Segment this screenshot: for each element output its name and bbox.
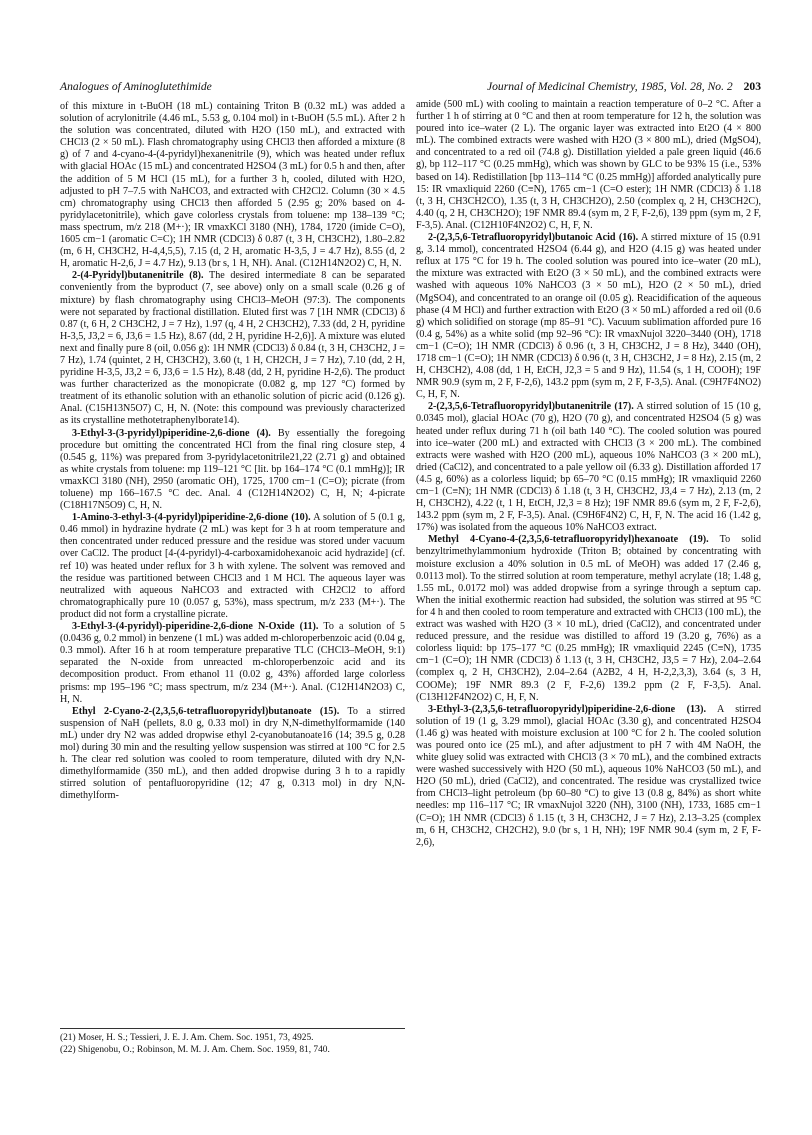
paragraph-body: By essentially the foregoing procedure but omitting the concentrated HCl from the final ring closure step, 4 (0.545 g, 11%) was prepared from 3-pyridylacetonitrile21,22 (2.71 g) and obtained as white crystals from toluene: mp 119–121 °C [lit. bp 164–174 °C (0.1 mmHg)]; IR νmaxKCl 3180 (NH), 2950 (aromatic OH), 1725, 1700 cm−1 (C=O); picrate (from toluene) mp 166–167.5 °C dec. Anal. 4 (C12H14N2O2) C, H, N; 4-picrate (C18H17N5O9) C, H, N. [60,427,405,512]
compound-title: 3-Ethyl-3-(2,3,5,6-tetrafluoropyridyl)piperidine-2,6-dione (13). [428,703,706,715]
paragraph [60,101,405,270]
paragraph [60,270,405,427]
paragraph-body: To a stirred suspension of NaH (pellets, 8.0 g, 0.33 mol) in dry N,N-dimethylformamide (140 mL) under dry N2 was added dropwise ethyl 2-cyanobutanoate16 (14; 39.5 g, 0.28 mol) during 30 min and the resulting yellow suspension was stirred at 100 °C for 2.5 h. The clear red solution was cooled to room temperature, diluted with dry N,N-dimethylformamide (350 mL), and then added dropwise during 3 h to a rapidly stirred solution of pentafluoropyridine (12; 47 g, 0.313 mol) in dry N,N-dimethylform- [60,705,405,802]
compound-title: 2-(2,3,5,6-Tetrafluoropyridyl)butanoic Acid (16). [428,232,639,244]
paragraph-body: A stirred solution of 19 (1 g, 3.29 mmol), glacial HOAc (3.30 g), and concentrated H2SO4 (1.46 g) was heated with moisture exclusion at 100 °C for 2 h. The cooled solution was poured onto ice (25 mL), and after adjustment to pH 7 with 4M NaOH, the white gluey solid was extracted with CHCl3 (3 × 70 mL), and the combined extracts were washed successively with H2O (50 mL), aqueous 10% NaHCO3 (50 mL), and H2O (50 mL), dried (CaCl2), and concentrated. The residue was crystallized twice from CHCl3–light petroleum (bp 60–80 °C) to give 13 (0.8 g, 84%) as short white needles: mp 116–117 °C; IR νmaxNujol 3220 (NH), 3100 (NH), 1733, 1685 cm−1 (C=O); 1H NMR (CDCl3) δ 1.15 (t, 3 H, CH3CH2, J = 7 Hz), 2.13–3.25 (complex m, 6 H, CH3CH2, CH2CH2), 9.0 (br s, 1 H, NH); 19F NMR 90.4 (sym m, 2 F, F-2,6), [416,703,762,848]
journal-name: Journal of Medicinal Chemistry, 1985, Vol. 28, No. 2 [486,80,733,93]
paragraph-body: amide (500 mL) with cooling to maintain a reaction temperature of 0–2 °C. After a further 1 h of stirring at 0 °C and then at room temperature for 12 h, the solution was poured into ice–water (2 L). The organic layer was extracted into Et2O (4 × 800 mL). The combined extracts were washed with H2O (3 × 800 mL), dried (MgSO4), and concentrated to a red oil (74.8 g). Distillation yielded a pale green liquid (46.6 g), bp 112–117 °C (0.25 mmHg), which was shown by GLC to be 93% 15 (i.e., 53% based on 14). Redistillation [bp 113–114 °C (0.25 mmHg)] afforded analytically pure 15: IR νmaxliquid 2260 (C≡N), 1765 cm−1 (C=O ester); 1H NMR (CDCl3) δ 1.18 (t, 3 H, CH3CH2CO), 1.35 (t, 3 H, CH3CH2O), 2.50 (complex q, 2 H, CH3CH2C), 4.40 (q, 2 H, CH3CH2O); 19F NMR 89.4 (sym m, 2 F, F-2,6), 139 ppm (sym m, 2 F, F-3,5). Anal. (C12H10F4N2O2) C, H, F, N. [416,99,761,231]
paragraph-body: To solid benzyltrimethylammonium hydroxide (Triton B; obtained by concentrating with moisture exclusion a 40% solution in 0.5 mL of MeOH) was added 17 (2.46 g, 0.0113 mol). To the stirred solution at room temperature, methyl acrylate (18; 1.48 g, 1.55 mL, 0.0172 mol) was added dropwise from a syringe through a septum cap. When the initial exothermic reaction had subsided, the solution was stirred at 95 °C for 4 h and then cooled to room temperature and extracted with CHCl3 (100 mL), the extract was washed with H2O (3 × 10 mL), dried (CaCl2), and concentrated under reduced pressure, and the residue was distilled to afford 19 (3.20 g, 76%) as a colorless liquid: bp 175–177 °C (0.25 mmHg); IR νmaxliquid 2245 (C≡N), 1735 cm−1 (C=O); 1H NMR (CDCl3) δ 1.13 (t, 3 H, CH3CH2, J3,5 = 7 Hz), 2.04–2.64 (complex q, 2 H, CH3CH2), 2.04–2.64 (A2B2, 4 H, H-2,2,3,3), 3.64 (s, 3 H, COOMe); 19F NMR 89.3 (2 F, F-2,6) 139.2 ppm (2 F, F-3,5). Anal. (C13H12F4N2O2) C, H, F, N. [416,534,761,703]
paragraph-body: A stirred mixture of 15 (0.91 g, 3.14 mmol), concentrated H2SO4 (6.44 g), and H2O (4.15 g) was heated under reflux at 175 °C for 19 h. The cooled solution was poured into ice–water (20 mL), the mixture was extracted with Et2O (3 × 50 mL), and the combined extracts were washed with aqueous 10% NaHCO3 (3 × 50 mL), H2O (2 × 50 mL), dried (MgSO4), and concentrated to an orange oil (0.05 g). Reacidification of the aqueous phase (4 M HCl) and further extraction with Et2O (3 × 50 mL) afforded a red oil (0.6 g) which solidified on storage (mp 85–91 °C). Vacuum sublimation afforded pure 16 (0.4 g, 54%) as a white solid (mp 92–96 °C): IR νmaxNujol 3220–3440 (OH), 1718 cm−1 (C=O); 1H NMR (CDCl3) δ 0.96 (t, 3 H, CH3CH2, J = 8 Hz), 3440 (OH), 1718 cm−1 (C=O); 1H NMR (CDCl3) δ 0.96 (t, 3 H, CH3CH2, J = 8 Hz), 2.15 (m, 2 H, CH3CH2), 4.08 (dd, 1 H, EtCH, J2,3 = 5 and 9 Hz), 11.54 (s, 1 H, COOH); 19F NMR 90.9 (sym m, 2 F, F-2,6), 143.2 ppm (sym m, 2 F, F-3,5). Anal. (C9H7F4NO2) C, H, F, N. [416,232,762,401]
paragraph [60,428,405,513]
compound-title: Methyl 4-Cyano-4-(2,3,5,6-tetrafluoropyridyl)hexanoate (19). [428,534,709,546]
compound-title: 3-Ethyl-3-(3-pyridyl)piperidine-2,6-dione (4). [72,427,271,439]
paragraph-body: A solution of 5 (0.1 g, 0.46 mmol) in hydrazine hydrate (2 mL) was kept for 3 h at room temperature and then concentrated under reduced pressure and the residue was stored under vacuum over CaCl2. The product [4-(4-pyridyl)-4-carboxamidohexanoic acid hydrazide] (cf. ref 10) was heated under reflux for 3 h with xylene. The solvent was removed and the residue was partitioned between CHCl3 and 1 M HCl. The aqueous layer was neutralized with aqueous NaHCO3 and extracted with CH2Cl2 to afford chromatographically pure 10 (0.057 g, 53%), mass spectrum, m/z 233 (M+·). The product did not form a crystalline picrate. [60,512,406,620]
footnote-reference: (21) Moser, H. S.; Tessieri, J. E. J. Am. Chem. Soc. 1951, 73, 4925. [60,1033,314,1043]
paragraph [60,512,405,621]
right-column [416,99,761,849]
compound-title: 2-(2,3,5,6-Tetrafluoropyridyl)butanenitrile (17). [428,401,634,413]
paragraph [416,534,761,703]
compound-title: Ethyl 2-Cyano-2-(2,3,5,6-tetrafluoropyridyl)butanoate (15). [72,705,340,717]
compound-title: 1-Amino-3-ethyl-3-(4-pyridyl)piperidine-2,6-dione (10). [72,512,311,524]
paragraph-body: To a solution of 5 (0.0436 g, 0.2 mmol) in benzene (1 mL) was added m-chloroperbenzoic acid (0.04 g, 0.3 mmol). After 16 h at room temperature preparative TLC (CHCl3–MeOH, 9:1) separated the N-oxide from unreacted m-chloroperbenzoic acid and its decomposition product. From ethanol 11 (0.02 g, 43%) afforded large colorless prisms: mp 195–196 °C; mass spectrum, m/z 234 (M+·). Anal. (C12H14N2O3) C, H, N. [60,621,406,705]
paragraph [60,706,405,803]
paragraph-body: The desired intermediate 8 can be separated conveniently from the byproduct (7, see above) only on a small scale (0.26 g of mixture) by flash chromatography using CHCl3–MeOH (97:3). The components were not separated by fractional distillation. Eluted first was 7 [1H NMR (CDCl3) δ 0.87 (t, 6 H, 2 CH3CH2, J = 7 Hz), 1.97 (q, 4 H, 2 CH3CH2), 7.33 (dd, 2 H, pyridine H-3,5, J3,2 = 6, J3,6 = 1.5 Hz), 8.67 (dd, 2 H, pyridine H-2,6)]. A mixture was eluted next and finally pure 8 (oil, 0.056 g): 1H NMR (CDCl3) δ 0.84 (t, 3 H, CH3CH2, J = 7 Hz), 1.74 (quintet, 2 H, CH3CH2), 3.60 (t, 1 H, CH2CH, J = 7 Hz), 7.10 (dd, 2 H, pyridine H-3,5, J3,2 = 6, J3,6 = 1.5 Hz), 8.48 (dd, 2 H, pyridine H-2,6). The product was further characterized as the monopicrate (0.082 g, mp 127 °C) formed by treatment of its ethanolic solution with an ethanolic solution of picric acid (0.126 g). Anal. (C15H13N5O7) C, H, N. (Note: this compound was previously characterized as its crystalline methotetraphenylborate14). [60,270,405,427]
compound-title: 3-Ethyl-3-(4-pyridyl)-piperidine-2,6-dione N-Oxide (11). [72,621,319,633]
footnotes [60,1028,405,1056]
paragraph [416,232,761,401]
journal-citation [487,80,761,93]
paragraph [60,621,405,706]
paragraph-body: of this mixture in t-BuOH (18 mL) containing Triton B (0.32 mL) was added a solution of acrylonitrile (4.46 mL, 5.53 g, 0.104 mol) in t-BuOH (5.5 mL). After 2 h the solution was concentrated, diluted with H2O (150 mL), and extracted with CHCl3 (2 × 50 mL). Flash chromatography using CHCl3 then afforded a mixture (8 g) of 7 and 4-cyano-4-(4-pyridyl)hexanenitrile (9), which was heated under reflux with glacial HOAc (15 mL) and concentrated H2SO4 (3 mL) for 0.5 h and then, after the addition of 5 M HCl (15 mL), for a further 3 h, cooled, diluted with H2O, adjusted to pH 7–7.5 with NaHCO3, and extracted with CH2Cl2. Column (30 × 4.5 cm) chromatography using CHCl3 then afforded 5 (2.95 g; 20% based on 4-pyridylacetonitrile), which gave colorless crystals from toluene: mp 138–139 °C; mass spectrum, m/z 218 (M+·); IR νmaxKCl 3180 (NH), 1784, 1720 (imide C=O), 1605 cm−1 (aromatic C=C); 1H NMR (CDCl3) δ 0.87 (t, 3 H, CH3CH2), 1.80–2.82 (m, 6 H, CH3CH2, H-4,4,5,5), 7.15 (d, 2 H, aromatic H-3,5, J = 4.7 Hz), 8.55 (d, 2 H, aromatic H-2,6, J = 4.7 Hz), 9.13 (br s, 1 H, NH). Anal. (C12H14N2O2) C, H, N. [60,101,405,270]
paragraph [416,99,761,232]
paragraph-body: A stirred solution of 15 (10 g, 0.0345 mol), glacial HOAc (70 g), H2O (70 g), and concentrated H2SO4 (5 g) was heated under reflux during 71 h (oil bath 140 °C). The cooled solution was poured into ice–water (200 mL) and extracted with CHCl3 (3 × 200 mL). The combined extracts were washed with H2O (200 mL), aqueous 10% NaHCO3 (3 × 200 mL), dried (CaCl2), and concentrated to a pale yellow oil (6.33 g). Distillation afforded 17 (4.5 g, 60%) as a colorless liquid; bp 65–70 °C (0.15 mmHg); IR νmaxliquid 2260 cm−1 (C≡N); 1H NMR (CDCl3) δ 1.18 (t, 3 H, CH3CH2, J3,4 = 7 Hz), 2.13 (m, 2 H, CH3CH2), 4.22 (t, 1 H, EtCH, J2,3 = 8 Hz); 19F NMR 89.6 (sym m, 2 F, F-2,6), 143.2 ppm (sym m, 2 F, F-3,5). Anal. (C9H6F4N2) C, H, F, N. The acid 16 (1.42 g, 17%) was isolated from the aqueous 10% NaHCO3 extract. [416,401,762,534]
footnote-reference: (22) Shigenobu, O.; Robinson, M. M. J. Am. Chem. Soc. 1959, 81, 740. [60,1044,330,1055]
left-column [60,101,405,802]
paragraph [416,704,761,849]
footnote-rule [60,1028,405,1029]
compound-title: 2-(4-Pyridyl)butanenitrile (8). [72,270,204,282]
paragraph [416,401,761,534]
page-number: 203 [743,80,761,93]
running-header [60,80,761,96]
running-title: Analogues of Aminoglutethimide [60,80,212,93]
